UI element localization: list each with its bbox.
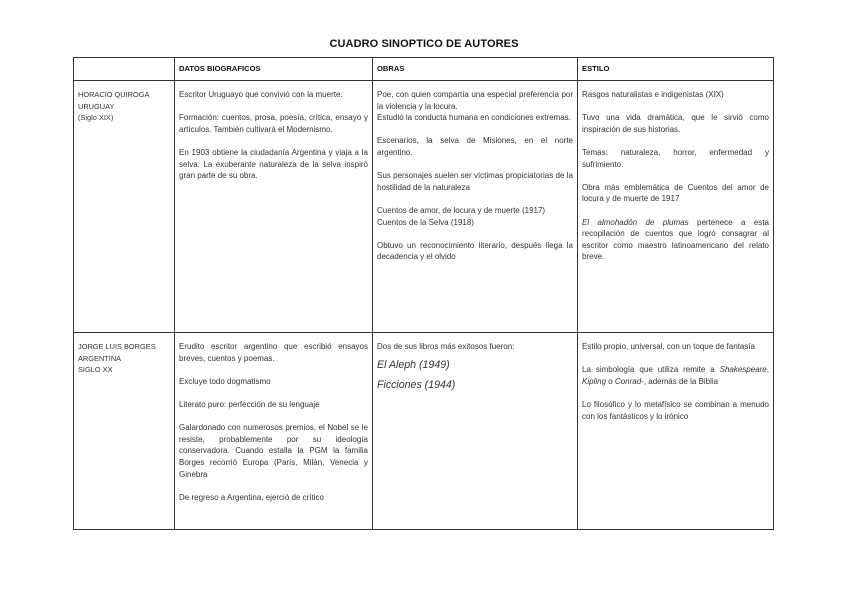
estilo-text: o: [606, 376, 615, 386]
obras-paragraph: Cuentos de amor, de locura y de muerte (1917): [377, 205, 546, 215]
header-autor: [74, 58, 175, 81]
author-name: HORACIO QUIROGA: [78, 90, 150, 99]
estilo-cell: [578, 333, 774, 530]
estilo-paragraph: [582, 217, 769, 263]
author-reference: Kipling: [582, 376, 607, 386]
author-reference: Conrad: [614, 376, 642, 386]
datos-paragraph: Erudito escritor argentino que escribió ensayos breves, cuentos y poemas.: [179, 342, 368, 363]
estilo-text: pertenece a esta recopilación de cuentos que logró consagrar al escritor como maestro latinoamericano del relato breve.: [582, 217, 769, 262]
estilo-paragraph: Lo filosófico y lo metafísico se combinan a menudo con los fantásticos y lo irónico: [582, 399, 769, 421]
estilo-paragraph: Rasgos naturalistas e indigenistas (XIX): [582, 90, 724, 99]
estilo-text: ,: [766, 365, 769, 375]
obras-paragraph: Escenarios, la selva de Misiones, en el norte argentino.: [377, 136, 573, 157]
datos-paragraph: Galardonado con numerosos premios, el Nobel se le resiste, probablemente por su ideología conservadora. Cuando estalla la PGM la familia Borges recorrió Europa (París, Milán, Venecia y Ginebra: [179, 423, 368, 479]
estilo-text: -, además de la Biblia: [641, 376, 719, 386]
datos-cell: [175, 333, 373, 530]
estilo-paragraph: Estilo propio, universal, con un toque de fantasía: [582, 342, 755, 351]
header-estilo: ESTILO: [578, 58, 774, 81]
table-header-row: [74, 58, 774, 81]
datos-paragraph: Excluye todo dogmatismo: [179, 376, 271, 386]
obras-paragraph: Cuentos de la Selva (1918): [377, 217, 474, 227]
autor-cell: [74, 333, 175, 530]
estilo-paragraph: Tuvo una vida dramática, que le sirvió como inspiración de sus historias.: [582, 113, 769, 134]
header-datos: DATOS BIOGRAFICOS: [175, 58, 373, 81]
book-title: El almohadón de plumas: [582, 217, 689, 227]
obras-cell: [373, 333, 578, 530]
table-row: [74, 81, 774, 333]
datos-paragraph: Literato puro: perfección de su lenguaje: [179, 399, 320, 409]
author-century: SIGLO XX: [78, 365, 113, 375]
estilo-cell: [578, 81, 774, 333]
datos-paragraph: Escritor Uruguayo que convivió con la muerte.: [179, 90, 343, 99]
obras-paragraph: Dos de sus libros más exitosos fueron:: [377, 342, 515, 351]
author-century: (Siglo XIX): [78, 113, 114, 123]
author-name: JORGE LUIS BORGES: [78, 342, 156, 351]
obras-paragraph: Sus personajes suelen ser víctimas propiciatorias de la hostilidad de la naturaleza: [377, 171, 573, 192]
estilo-text: La simbología que utiliza remite a: [582, 365, 720, 375]
obras-paragraph: Estudió la conducta humana en condiciones extremas.: [377, 113, 571, 123]
author-country: URUGUAY: [78, 101, 115, 111]
obras-cell: [373, 81, 578, 333]
book-title: El Aleph (1949): [377, 358, 450, 371]
autor-cell: [74, 81, 175, 333]
estilo-paragraph: [582, 364, 769, 387]
estilo-paragraph: Obra más emblemática de Cuentos del amor de locura y de muerte de 1917: [582, 182, 769, 204]
obras-paragraph: Poe, con quien compartía una especial preferencia por la violencia y la locura.: [377, 90, 573, 111]
datos-paragraph: En 1903 obtiene la ciudadanía Argentina y viaja a la selva. La exuberante naturaleza de la selva inspiró gran parte de su obra.: [179, 147, 368, 181]
datos-cell: [175, 81, 373, 333]
author-country: ARGENTINA: [78, 353, 122, 363]
datos-paragraph: De regreso a Argentina, ejerció de crítico: [179, 492, 324, 502]
author-reference: Shakespeare: [719, 365, 767, 375]
obras-paragraph: Obtuvo un reconocimiento literario, después llega la decadencia y el olvido: [377, 240, 573, 262]
page-title: CUADRO SINOPTICO DE AUTORES: [329, 38, 519, 50]
estilo-paragraph: Temas: naturaleza, horror, enfermedad y sufrimiento.: [582, 147, 769, 169]
header-obras: OBRAS: [373, 58, 578, 81]
book-title: Ficciones (1944): [377, 378, 456, 391]
datos-paragraph: Formación: cuentos, prosa, poesía, crítica, ensayo y artículos. También cultivará el Modernismo.: [179, 113, 368, 134]
table-row: [74, 333, 774, 530]
authors-table: [73, 57, 774, 530]
